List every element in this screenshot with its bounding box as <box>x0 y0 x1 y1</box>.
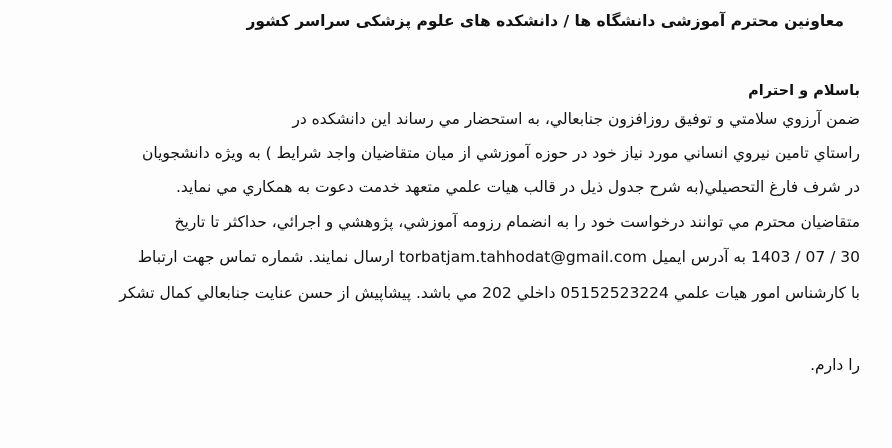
letter-heading: معاونین محترم آموزشی دانشگاه ها / دانشکده های علوم پزشکی سراسر کشور <box>246 12 844 30</box>
body-line-2: راستاي تامين نيروي انساني مورد نياز خود در حوزه آموزشي از ميان متقاضيان واجد شرايط ) به ويژه دانشجويان <box>141 144 860 162</box>
letter-greeting: باسلام و احترام <box>748 83 860 99</box>
body-line-5: 30 / 07 / 1403 به آدرس ايميل torbatjam.tahhodat@gmail.com ارسال نمايند. شماره تماس جهت ارتباط <box>137 248 860 266</box>
body-line-1: ضمن آرزوي سلامتي و توفيق روزافزون جنابعالي، به استحضار مي رساند اين دانشكده در <box>292 110 860 128</box>
body-line-4: متقاضيان محترم مي توانند درخواست خود را به انضمام رزومه آموزشي، پژوهشي و اجرائي، حداكثر تا تاريخ <box>174 213 860 231</box>
body-line-3: در شرف فارغ التحصيلي(به شرح جدول ذيل در قالب هيات علمي متعهد خدمت دعوت به همكاري مي نمايد. <box>175 178 860 196</box>
body-line-7: را دارم. <box>810 356 860 374</box>
body-line-6: با كارشناس امور هيات علمي 05152523224 داخلي 202 مي باشد. پيشاپيش از حسن عنايت جنابعالي كمال تشكر <box>119 284 860 302</box>
